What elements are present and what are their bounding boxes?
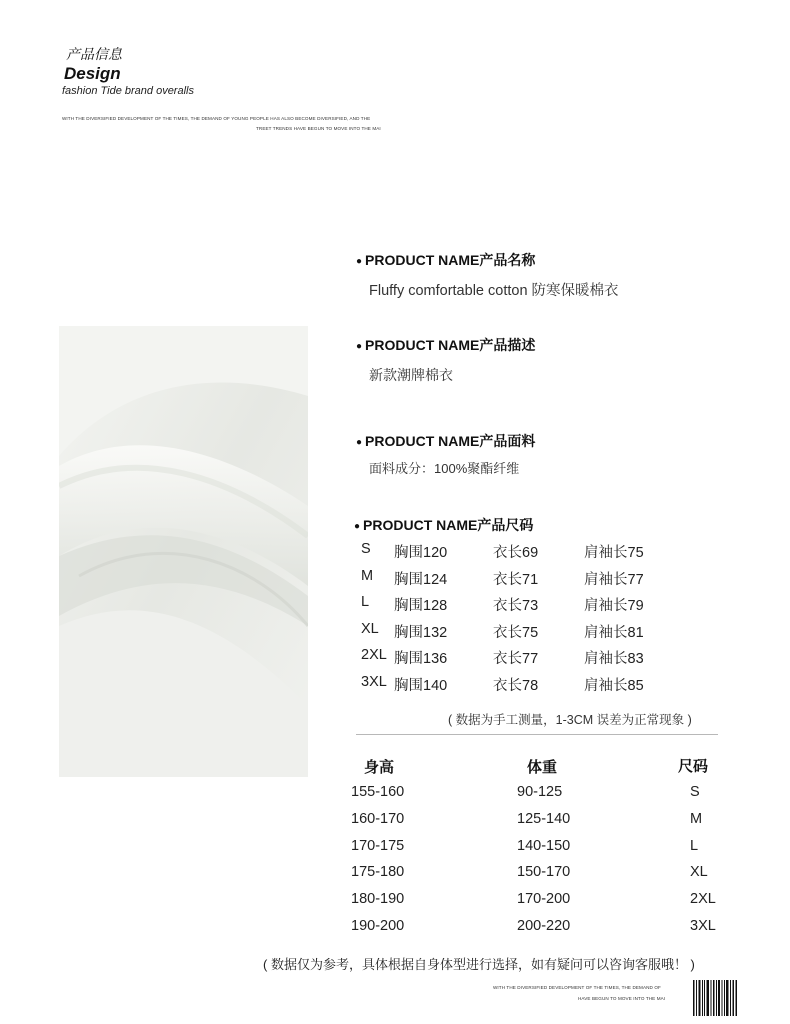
size-cell: XL (690, 864, 708, 880)
height-cell: 180-190 (351, 891, 405, 907)
height-cell: 190-200 (351, 918, 405, 934)
size-cell: S (690, 784, 700, 800)
reference-note: ( 数据仅为参考，具体根据自身体型进行选择，如有疑问可以咨询客服哦！ ) (263, 957, 695, 972)
header-tagline-1: WITH THE DIVERSIFIED DEVELOPMENT OF THE TIMES, THE DEMAND OF YOUNG PEOPLE HAS ALSO BECOME DIVERSIFIED, AND THE (62, 116, 371, 121)
size-cell: L (361, 594, 370, 610)
size-row (0, 568, 790, 588)
bullet-icon: ● (356, 437, 363, 448)
chest-cell: 胸围128 (394, 598, 448, 614)
footer-tagline-2: HAVE BEGUN TO MOVE INTO THE MAI (578, 996, 666, 1001)
hw-row (0, 838, 790, 858)
section-name-title-text: PRODUCT NAME产品名称 (365, 252, 536, 268)
sleeve-cell: 肩袖长79 (584, 598, 644, 614)
size-row (0, 594, 790, 614)
height-cell: 170-175 (351, 838, 405, 854)
weight-cell: 170-200 (517, 891, 571, 907)
length-cell: 衣长75 (493, 625, 539, 641)
size-row (0, 621, 790, 641)
section-desc-title (356, 335, 535, 355)
bullet-icon: ● (356, 341, 363, 352)
section-fabric-value: 面料成分：100%聚酯纤维 (369, 461, 520, 476)
chest-cell: 胸围124 (394, 572, 448, 588)
section-size-title-text: PRODUCT NAME产品尺码 (363, 517, 534, 533)
hw-row (0, 891, 790, 911)
header-design: Design (64, 64, 121, 83)
weight-cell: 200-220 (517, 918, 571, 934)
hw-row (0, 864, 790, 884)
length-cell: 衣长77 (493, 651, 539, 667)
bullet-icon: ● (356, 256, 363, 267)
length-cell: 衣长78 (493, 678, 539, 694)
length-cell: 衣长71 (493, 572, 539, 588)
chest-cell: 胸围132 (394, 625, 448, 641)
header-subtitle: fashion Tide brand overalls (62, 85, 194, 97)
size-cell: 3XL (361, 674, 387, 690)
section-size-title (354, 515, 533, 535)
sleeve-cell: 肩袖长77 (584, 572, 644, 588)
header-title-cn: 产品信息 (66, 46, 122, 62)
weight-cell: 125-140 (517, 811, 571, 827)
size-cell: S (361, 541, 371, 557)
section-fabric-title-text: PRODUCT NAME产品面料 (365, 433, 536, 449)
hw-row (0, 811, 790, 831)
hw-row (0, 784, 790, 804)
weight-cell: 140-150 (517, 838, 571, 854)
size-row (0, 674, 790, 694)
height-cell: 160-170 (351, 811, 405, 827)
sleeve-cell: 肩袖长83 (584, 651, 644, 667)
section-fabric-title (356, 431, 535, 451)
size-cell: M (690, 811, 703, 827)
sleeve-cell: 肩袖长75 (584, 545, 644, 561)
height-cell: 175-180 (351, 864, 405, 880)
hw-header-height: 身高 (364, 759, 395, 776)
height-cell: 155-160 (351, 784, 405, 800)
bullet-icon: ● (354, 521, 361, 532)
section-desc-title-text: PRODUCT NAME产品描述 (365, 337, 536, 353)
size-cell: M (361, 568, 374, 584)
footer-tagline-1: WITH THE DIVERSIFIED DEVELOPMENT OF THE TIMES, THE DEMAND OF (493, 985, 661, 990)
size-cell: 2XL (361, 647, 387, 663)
chest-cell: 胸围120 (394, 545, 448, 561)
size-row (0, 541, 790, 561)
size-row (0, 647, 790, 667)
size-cell: 2XL (690, 891, 716, 907)
hw-header-weight: 体重 (527, 759, 558, 776)
weight-cell: 150-170 (517, 864, 571, 880)
weight-cell: 90-125 (517, 784, 563, 800)
section-desc-value: 新款潮牌棉衣 (369, 367, 453, 383)
divider (356, 734, 718, 735)
size-cell: L (690, 838, 699, 854)
sleeve-cell: 肩袖长81 (584, 625, 644, 641)
size-cell: 3XL (690, 918, 716, 934)
section-name-value: Fluffy comfortable cotton 防寒保暖棉衣 (369, 283, 619, 299)
section-name-title (356, 250, 535, 270)
chest-cell: 胸围136 (394, 651, 448, 667)
measure-note: ( 数据为手工测量，1-3CM 误差为正常现象 ) (448, 713, 692, 727)
hw-row (0, 918, 790, 938)
chest-cell: 胸围140 (394, 678, 448, 694)
length-cell: 衣长69 (493, 545, 539, 561)
sleeve-cell: 肩袖长85 (584, 678, 644, 694)
size-cell: XL (361, 621, 379, 637)
barcode-icon (693, 980, 737, 1016)
hw-header-size: 尺码 (678, 758, 709, 775)
header-tagline-2: TREET TRENDS HAVE BEGUN TO MOVE INTO THE MAI (256, 126, 381, 131)
length-cell: 衣长73 (493, 598, 539, 614)
